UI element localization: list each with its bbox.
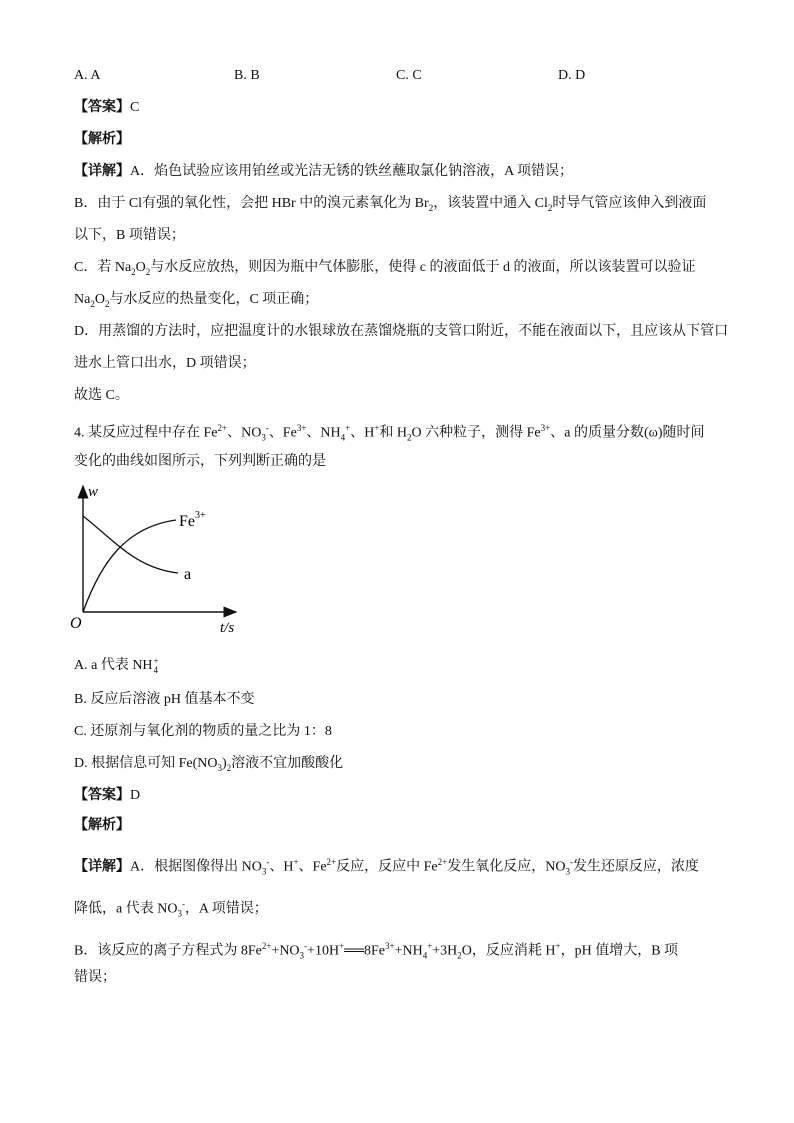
text-segment: ，该装置中通入 Cl: [433, 196, 548, 211]
text-segment: B．该反应的离子方程式为 8Fe: [74, 943, 262, 959]
q3-conclusion: 故选 C。: [74, 388, 129, 403]
q3-answer: [74, 98, 139, 118]
q4-option-b: B. 反应后溶液 pH 值基本不变: [74, 692, 255, 707]
superscript: 3+: [540, 423, 551, 433]
text-segment: +10H: [307, 943, 340, 959]
curve-fe-label: [179, 510, 206, 530]
q4-detail-a2: [74, 894, 268, 923]
subscript: 2: [407, 432, 412, 443]
text-segment: 与水反应的热量变化，C 项正确；: [109, 292, 319, 307]
q3-option-a: A. A: [74, 68, 101, 83]
q4-stem-line2: 变化的曲线如图所示，下列判断正确的是: [74, 454, 326, 469]
curve-a: [83, 516, 178, 573]
text-segment: +3H: [432, 943, 458, 959]
superscript: 2+: [437, 857, 448, 867]
answer-tag: 【答案】: [74, 100, 130, 115]
q3-detail-b2: 以下，B 项错误；: [74, 228, 185, 243]
q3-option-c: C. C: [396, 68, 422, 83]
superscript: +: [345, 423, 351, 433]
answer-value: D: [130, 788, 141, 803]
superscript: -: [569, 857, 573, 867]
subscript: 3: [217, 762, 222, 773]
text-segment: O，反应消耗 H: [461, 943, 556, 959]
superscript: 2+: [217, 423, 228, 433]
superscript: -: [265, 423, 269, 433]
text-segment: +NH: [394, 943, 423, 959]
text-segment: 4. 某反应过程中存在 Fe: [74, 425, 218, 441]
q4-option-a: [74, 656, 159, 676]
q3-detail-c2: [74, 290, 318, 314]
text-segment: ，A 项错误；: [184, 901, 268, 917]
q3-detail-b1: [74, 194, 706, 218]
q3-detail-c1: [74, 258, 696, 282]
text-segment: A．根据图像得出 NO: [130, 859, 262, 875]
subscript: 2: [104, 298, 110, 309]
subscript: 2: [457, 950, 462, 961]
text-segment: 、H: [269, 859, 294, 875]
q4-detail-a1: [74, 852, 699, 881]
curve-fe3plus: [83, 520, 176, 612]
q4-stem-line1: [74, 418, 705, 447]
analysis-tag: 【解析】: [74, 132, 130, 147]
text-segment: 发生氧化反应，NO: [447, 859, 566, 875]
superscript: -: [266, 857, 270, 867]
superscript: +: [555, 941, 561, 951]
q3-detail-d1: D．用蒸馏的方法时，应把温度计的水银球放在蒸馏烧瓶的支管口附近，不能在液面以下，且应该从下管口: [74, 324, 729, 339]
text-segment: O: [94, 292, 105, 307]
text-segment: 有强的氧化性，会把 HBr 中的溴元素氧化为 Br: [142, 196, 429, 211]
superscript: 2+: [326, 857, 337, 867]
origin-label: O: [70, 615, 82, 632]
q3-detail-d2: 进水上管口出水，D 项错误；: [74, 356, 256, 371]
text-segment: 、NO: [227, 425, 262, 441]
superscript: 3+: [296, 423, 307, 433]
q3-analysis-heading: [74, 130, 130, 150]
q4-analysis-heading: [74, 816, 130, 836]
q4-answer: [74, 786, 140, 806]
subscript: 4: [340, 432, 346, 443]
text-segment: ): [222, 756, 227, 771]
subscript: 2: [547, 202, 553, 213]
text-segment: D. 根据信息可知 Fe(NO: [74, 756, 218, 771]
superscript: +: [153, 655, 159, 666]
subscript: 4: [153, 664, 159, 675]
text-segment: 时导气管应该伸入到液面: [552, 196, 707, 211]
answer-tag: 【答案】: [74, 788, 130, 803]
superscript: +: [427, 941, 433, 951]
q4-option-d: [74, 754, 343, 778]
text-segment: 、H: [350, 425, 375, 441]
text-segment: 、Fe: [268, 425, 297, 441]
superscript: 2+: [261, 941, 272, 951]
text-segment: 、Fe: [298, 859, 327, 875]
text-segment: 反应，反应中 Fe: [336, 859, 438, 875]
text-segment: 溶液不宜加酸酸化: [231, 756, 344, 771]
q4-detail-b2: 错误；: [74, 970, 116, 985]
subscript: 3: [177, 908, 182, 919]
superscript: +: [374, 423, 380, 433]
text-segment: ══8Fe: [344, 943, 385, 959]
answer-value: C: [130, 100, 140, 115]
subscript: 3: [261, 866, 267, 877]
q3-option-d: D. D: [558, 68, 586, 83]
text-segment: 、a 的质量分数(ω)随时间: [550, 425, 705, 441]
q4-graph: [66, 482, 256, 638]
subscript: 2: [90, 298, 95, 309]
q3-detail-a: [74, 162, 573, 182]
subscript: 3: [299, 950, 305, 961]
subscript: 2: [131, 266, 136, 277]
text-segment: 、NH: [306, 425, 341, 441]
text-segment: ，pH 值增大，B 项: [560, 943, 679, 959]
subscript: 2: [226, 762, 232, 773]
text-segment: 发生还原反应，浓度: [572, 859, 699, 875]
q4-detail-b1: [74, 936, 678, 965]
subscript: 3: [261, 432, 266, 443]
analysis-tag: 【解析】: [74, 818, 130, 833]
curve-fe-label-text: Fe: [179, 513, 195, 530]
text-segment: Na: [74, 292, 91, 307]
text-segment: O: [135, 260, 146, 275]
text-segment: +NO: [271, 943, 300, 959]
subscript: 4: [422, 950, 428, 961]
q3-option-b: B. B: [234, 68, 260, 83]
text-segment: 和 H: [379, 425, 408, 441]
text-segment: C．若 Na: [74, 260, 132, 275]
curve-fe-label-sup: 3+: [195, 510, 206, 521]
text-segment: 与水反应放热，则因为瓶中气体膨胀，使得 c 的液面低于 d 的液面，所以该装置可以验证: [150, 260, 696, 275]
detail-tag: 【详解】: [74, 859, 130, 875]
superscript: +: [339, 941, 345, 951]
detail-line-a: A．焰色试验应该用铂丝或光洁无锈的铁丝蘸取氯化钠溶液，A 项错误；: [130, 164, 573, 179]
y-axis-label: w: [88, 484, 99, 500]
subscript: 2: [428, 202, 434, 213]
superscript: -: [181, 899, 185, 909]
text-segment: O 六种粒子，测得 Fe: [411, 425, 541, 441]
curve-a-label: a: [184, 566, 192, 583]
subscript: 3: [565, 866, 570, 877]
text-segment: A. a 代表 NH: [74, 658, 153, 673]
superscript: +: [293, 857, 299, 867]
superscript: -: [304, 941, 308, 951]
text-segment: 降低，a 代表 NO: [74, 901, 178, 917]
subscript: 2: [145, 266, 151, 277]
text-segment: B．由于 Cl: [74, 196, 143, 211]
superscript: 3+: [384, 941, 395, 951]
x-axis-label: t/s: [220, 620, 235, 636]
detail-tag: 【详解】: [74, 164, 130, 179]
q4-option-c: C. 还原剂与氧化剂的物质的量之比为 1：8: [74, 724, 332, 739]
